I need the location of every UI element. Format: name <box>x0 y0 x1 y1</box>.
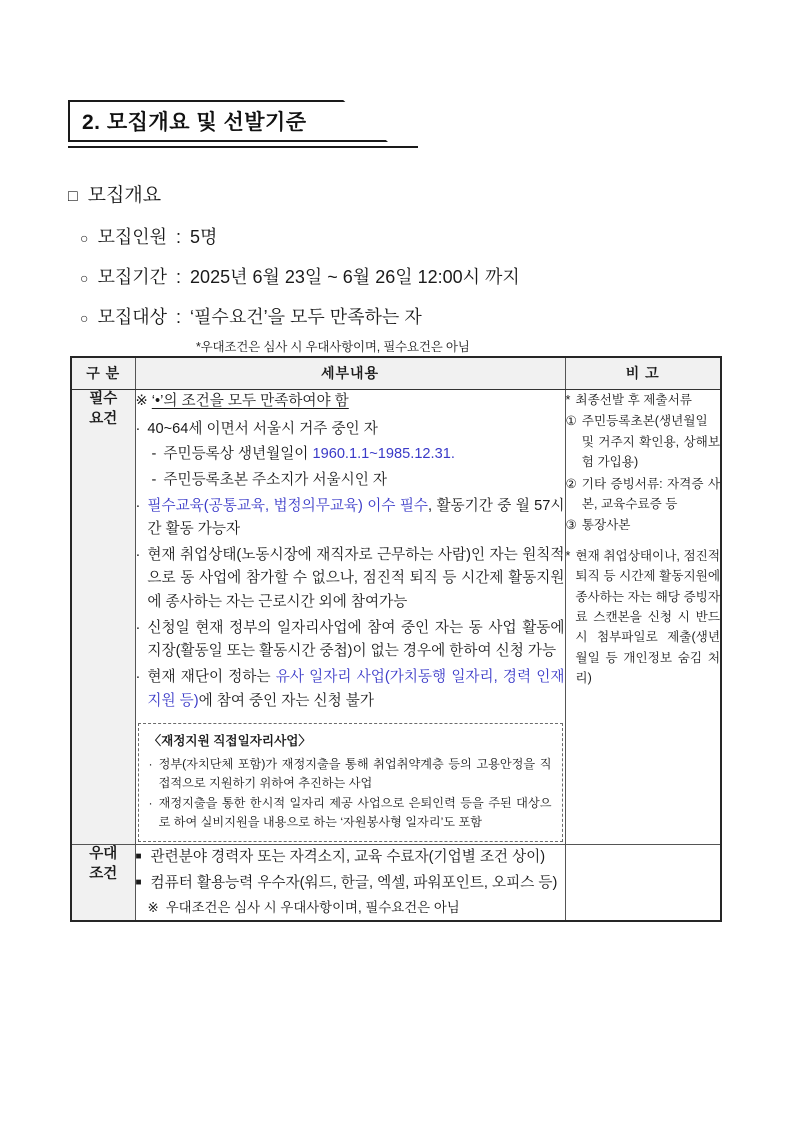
section-title: 2. 모집개요 및 선발기준 <box>82 111 307 134</box>
cell-required-detail <box>135 390 565 845</box>
bullet-part: 현재 취업상태(노동시장에 재직자로 근무하는 사람)인 자는 원칙적으로 동 사업에 참가할 수 없으나, 점진적 퇴직 등 시간제 활동지원에 종사하는 자는 근로시간 외에 참여가능 <box>147 546 565 611</box>
row-label-preferred <box>71 845 135 921</box>
lead-text: ‘•’의 조건을 모두 만족하여야 함 <box>151 393 349 409</box>
list-item-label: 모집대상 <box>97 307 168 327</box>
bullet-part-highlight: 필수교육(공통교육, 법정의무교육) 이수 필수 <box>147 497 429 514</box>
definition-box-item-text: 재정지출을 통한 한시적 일자리 제공 사업으로 은퇴인력 등을 주된 대상으로 하여 실비지원을 내용으로 하는 ‘자원봉사형 일자리’도 포함 <box>158 795 552 829</box>
outline-block <box>68 180 728 355</box>
bullet-marker-icon: · <box>135 546 141 563</box>
outline-footnote: *우대조건은 심사 시 우대사항이며, 필수요건은 아님 <box>196 340 470 354</box>
square-bullet-icon: ■ <box>135 877 142 889</box>
bullet-marker-icon: · <box>135 619 141 636</box>
bullet-text <box>147 418 564 442</box>
outline-heading <box>68 180 728 207</box>
bullet-marker-icon: · <box>148 795 153 810</box>
list-item-label: 모집기간 <box>97 267 168 287</box>
subitem-part-highlight: 1960.1.1~1985.12.31. <box>312 446 455 463</box>
requirement-bullet <box>136 544 565 615</box>
definition-box <box>138 723 563 842</box>
bigo-line <box>566 546 721 689</box>
preferred-item <box>136 871 565 896</box>
subitem-part: 주민등록상 생년월일이 <box>163 446 313 463</box>
row-label-required <box>71 390 135 845</box>
bullet-text <box>147 544 564 615</box>
bigo-line-text: 최종선발 후 제출서류 <box>575 393 692 407</box>
requirement-bullet <box>136 666 565 713</box>
circle-marker-icon: ○ <box>80 230 89 246</box>
requirement-subitem <box>152 443 565 467</box>
requirement-subitem <box>152 469 565 493</box>
row-label-line1: 필수 <box>89 391 118 407</box>
section-banner <box>68 100 388 142</box>
dash-marker-icon: - <box>151 471 157 488</box>
bigo-line <box>566 515 721 535</box>
bullet-part: 40~64세 이면서 서울시 거주 중인 자 <box>147 420 378 437</box>
bigo-line <box>566 411 721 472</box>
numbered-marker-icon: ② <box>565 476 577 491</box>
cell-preferred-detail <box>135 845 565 921</box>
list-item-sep: : <box>176 227 182 247</box>
list-item <box>80 303 728 329</box>
circle-marker-icon: ○ <box>80 310 89 326</box>
table-row-required <box>71 390 721 845</box>
cell-preferred-bigo <box>565 845 721 921</box>
requirement-bullet <box>136 495 565 542</box>
list-item-value: ‘필수요건’을 모두 만족하는 자 <box>190 307 422 327</box>
bullet-part-highlight: 유사 일자리 사업(가치동행 일자리, 경력 인재 지원 등) <box>147 669 565 709</box>
cell-required-bigo <box>565 390 721 845</box>
bullet-part: 에 참여 중인 자는 신청 불가 <box>198 692 374 709</box>
bullet-text <box>147 617 564 664</box>
bigo-line-text: 통장사본 <box>581 518 631 533</box>
bigo-line <box>566 390 721 410</box>
asterisk-marker-icon: * <box>565 548 571 563</box>
list-item-value: 5명 <box>190 227 218 247</box>
preferred-note-text: 우대조건은 심사 시 우대사항이며, 필수요건은 아님 <box>165 900 460 916</box>
banner-underline <box>68 146 418 148</box>
bullet-part: 신청일 현재 정부의 일자리사업에 참여 중인 자는 동 사업 활동에 지장(활동일 또는 활동시간 중첩)이 없는 경우에 한하여 신청 가능 <box>147 619 565 660</box>
list-item <box>80 223 728 249</box>
bullet-marker-icon: · <box>135 497 141 514</box>
requirement-bullet <box>136 617 565 664</box>
bullet-marker-icon: · <box>135 669 141 686</box>
definition-box-item <box>149 794 552 832</box>
bigo-line-text: 현재 취업상태이나, 점진적 퇴직 등 시간제 활동지원에 종사하는 자는 해당 증빙자료 스캔본을 신청 시 반드시 첨부파일로 제출(생년월일 등 개인정보 숨김 처리) <box>575 548 720 686</box>
definition-box-item-text: 정부(자치단체 포함)가 재정지출을 통해 취업취약계층 등의 고용안정을 직접적으로 지원하기 위하여 추진하는 사업 <box>158 756 552 790</box>
row-label-line2: 요건 <box>89 410 118 427</box>
column-header-bigo: 비 고 <box>565 357 721 390</box>
list-item-value: 2025년 6월 23일 ~ 6월 26일 12:00시 까지 <box>190 267 520 287</box>
dash-marker-icon: - <box>151 446 157 463</box>
bullet-text <box>147 495 564 542</box>
list-item-label: 모집인원 <box>97 227 168 247</box>
preferred-item-text: 관련분야 경력자 또는 자격소지, 교육 수료자(기업별 조건 상이) <box>150 849 546 866</box>
bullet-part: 현재 재단이 정하는 <box>147 669 276 686</box>
list-item-sep: : <box>176 267 182 287</box>
square-bullet-icon: ■ <box>135 851 142 863</box>
bullet-marker-icon: · <box>148 756 153 771</box>
definition-box-title: 〈재정지원 직접일자리사업〉 <box>148 734 312 749</box>
requirement-bullet <box>136 418 565 442</box>
required-lead <box>136 390 565 414</box>
definition-box-item <box>149 755 552 793</box>
bigo-line-text: 기타 증빙서류: 자격증 사본, 교육수료증 등 <box>581 476 720 511</box>
preferred-note <box>148 897 565 920</box>
row-label-line1: 우대 <box>89 846 118 863</box>
subitem-text <box>163 443 455 467</box>
table-header-row <box>71 357 721 390</box>
note-marker-icon: ※ <box>147 900 159 916</box>
preferred-item-text: 컴퓨터 활용능력 우수자(워드, 한글, 엑셀, 파워포인트, 오피스 등) <box>150 875 558 892</box>
table-row-preferred <box>71 845 721 921</box>
column-header-detail: 세부내용 <box>135 357 565 390</box>
criteria-table <box>70 356 722 922</box>
subitem-part: 주민등록초본 주소지가 서울시인 자 <box>163 471 388 488</box>
row-label-line2: 조건 <box>89 866 118 883</box>
list-item <box>80 263 728 289</box>
lead-marker-icon: ※ <box>135 393 148 409</box>
subitem-text <box>163 469 387 493</box>
bigo-line <box>566 474 721 515</box>
bullet-part: , 활동기간 중 월 57시간 활동 가능자 <box>147 497 565 538</box>
column-header-gubun: 구 분 <box>71 357 135 390</box>
circle-marker-icon: ○ <box>80 270 89 286</box>
numbered-marker-icon: ① <box>565 414 577 429</box>
numbered-marker-icon: ③ <box>565 518 577 533</box>
bigo-line-text: 주민등록초본(생년월일 및 거주지 확인용, 상해보험 가입용) <box>581 414 720 470</box>
bullet-marker-icon: · <box>135 420 141 437</box>
list-item-sep: : <box>176 307 182 327</box>
square-marker-icon: □ <box>68 188 78 205</box>
outline-heading-label: 모집개요 <box>87 185 162 206</box>
bigo-spacer <box>566 537 721 546</box>
asterisk-marker-icon: * <box>565 393 571 407</box>
preferred-item <box>136 845 565 870</box>
bullet-text <box>147 666 564 713</box>
